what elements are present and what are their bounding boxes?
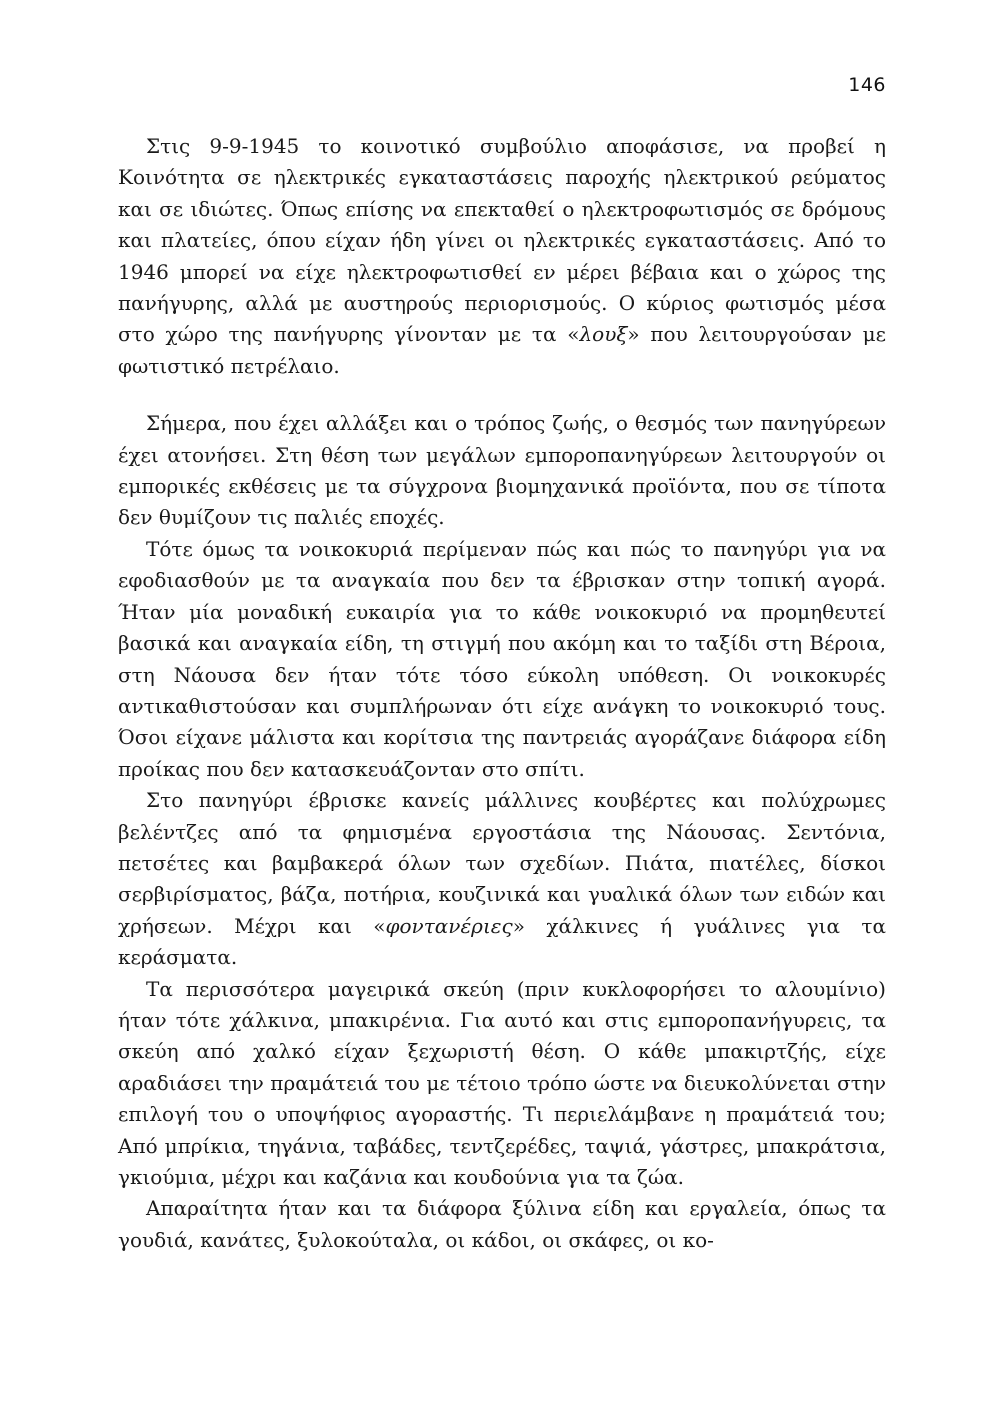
paragraph-electrification <box>118 131 886 382</box>
paragraph-wooden-goods <box>118 1193 886 1256</box>
italic-term: φοντανέριες <box>385 913 513 938</box>
text-run: Τότε όμως τα νοικοκυριά περίμεναν πώς και πώς το πανηγύρι για να εφοδιασθούν με τα αναγκαία που δεν τα έβρισκαν στην τοπική αγορά. Ήταν μία μοναδική ευκαιρία για το κάθε νοικοκυριό να προμηθευτεί βασικά και αναγκαία είδη, τη στιγμή που ακόμη και το ταξίδι στη Βέροια, στη Νάουσα δεν ήταν τότε τόσο εύκολη υπόθεση. Οι νοικοκυρές αντικαθιστούσαν και συμπλήρωναν ότι είχε ανάγκη το νοικοκυριό τους. Όσοι είχανε μάλιστα και κορίτσια της παντρειάς αγοράζανε διάφορα είδη προίκας που δεν κατασκευάζονταν στο σπίτι. <box>118 536 886 781</box>
paragraph-textiles-and-glassware <box>118 785 886 973</box>
body-text <box>118 131 886 1256</box>
text-run: Σήμερα, που έχει αλλάξει και ο τρόπος ζωής, ο θεσμός των πανηγύρεων έχει ατονήσει. Στη θέση των μεγάλων εμποροπανηγύρεων λειτουργούν οι εμπορικές εκθέσεις με τα σύγχρονα βιομηχανικά προϊόντα, που σε τίποτα δεν θυμίζουν τις παλιές εποχές. <box>118 411 886 530</box>
italic-term: λουξ <box>579 322 628 347</box>
text-run: » χάλκινες ή γυάλινες για τα κεράσματα. <box>118 913 886 970</box>
text-run: Τα περισσότερα μαγειρικά σκεύη (πριν κυκλοφορήσει το αλουμίνιο) ήταν τότε χάλκινα, μπακιρένια. Για αυτό και στις εμποροπανήγυρεις, τα σκεύη από χαλκό είχαν ξεχωριστή θέση. Ο κάθε μπακιρτζής, είχε αραδιάσει την πραμάτειά του με τέτοιο τρόπο ώστε να διευκολύνεται στην επιλογή του ο υποψήφιος αγοραστής. Τι περιελάμβανε η πραμάτειά του; Από μπρίκια, τηγάνια, ταβάδες, τεντζερέδες, ταψιά, γάστρες, μπακράτσια, γκιούμια, μέχρι και καζάνια και κουδούνια για τα ζώα. <box>118 976 886 1189</box>
paragraph-today-fairs <box>118 408 886 534</box>
text-run: Απαραίτητα ήταν και τα διάφορα ξύλινα είδη και εργαλεία, όπως τα γουδιά, κανάτες, ξυλοκούταλα, οι κάδοι, οι σκάφες, οι κο- <box>118 1196 886 1252</box>
paragraph-households <box>118 534 886 785</box>
paragraph-copper-cookware <box>118 974 886 1194</box>
page-number: 146 <box>848 74 886 96</box>
text-run: Στο πανηγύρι έβρισκε κανείς μάλλινες κουβέρτες και πολύχρωμες βελέντζες από τα φημισμένα εργοστάσια της Νάουσας. Σεντόνια, πετσέτες και βαμβακερά όλων των σχεδίων. Πιάτα, πιατέλες, δίσκοι σερβιρίσματος, βάζα, ποτήρια, κουζινικά και γυαλικά όλων των ειδών και χρήσεων. Μέχρι και « <box>118 788 886 938</box>
text-run: Στις 9-9-1945 το κοινοτικό συμβούλιο αποφάσισε, να προβεί η Κοινότητα σε ηλεκτρικές εγκαταστάσεις παροχής ηλεκτρικού ρεύματος και σε ιδιώτες. Όπως επίσης να επεκταθεί ο ηλεκτροφωτισμός σε δρόμους και πλατείες, όπου είχαν ήδη γίνει οι ηλεκτρικές εγκαταστάσεις. Από το 1946 μπορεί να είχε ηλεκτροφωτισθεί εν μέρει βέβαια και ο χώρος της πανήγυρης, αλλά με αυστηρούς περιορισμούς. Ο κύριος φωτισμός μέσα στο χώρο της πανήγυρης γίνονταν με τα « <box>118 134 886 347</box>
text-run: » που λειτουργούσαν με φωτιστικό πετρέλαιο. <box>118 322 886 378</box>
